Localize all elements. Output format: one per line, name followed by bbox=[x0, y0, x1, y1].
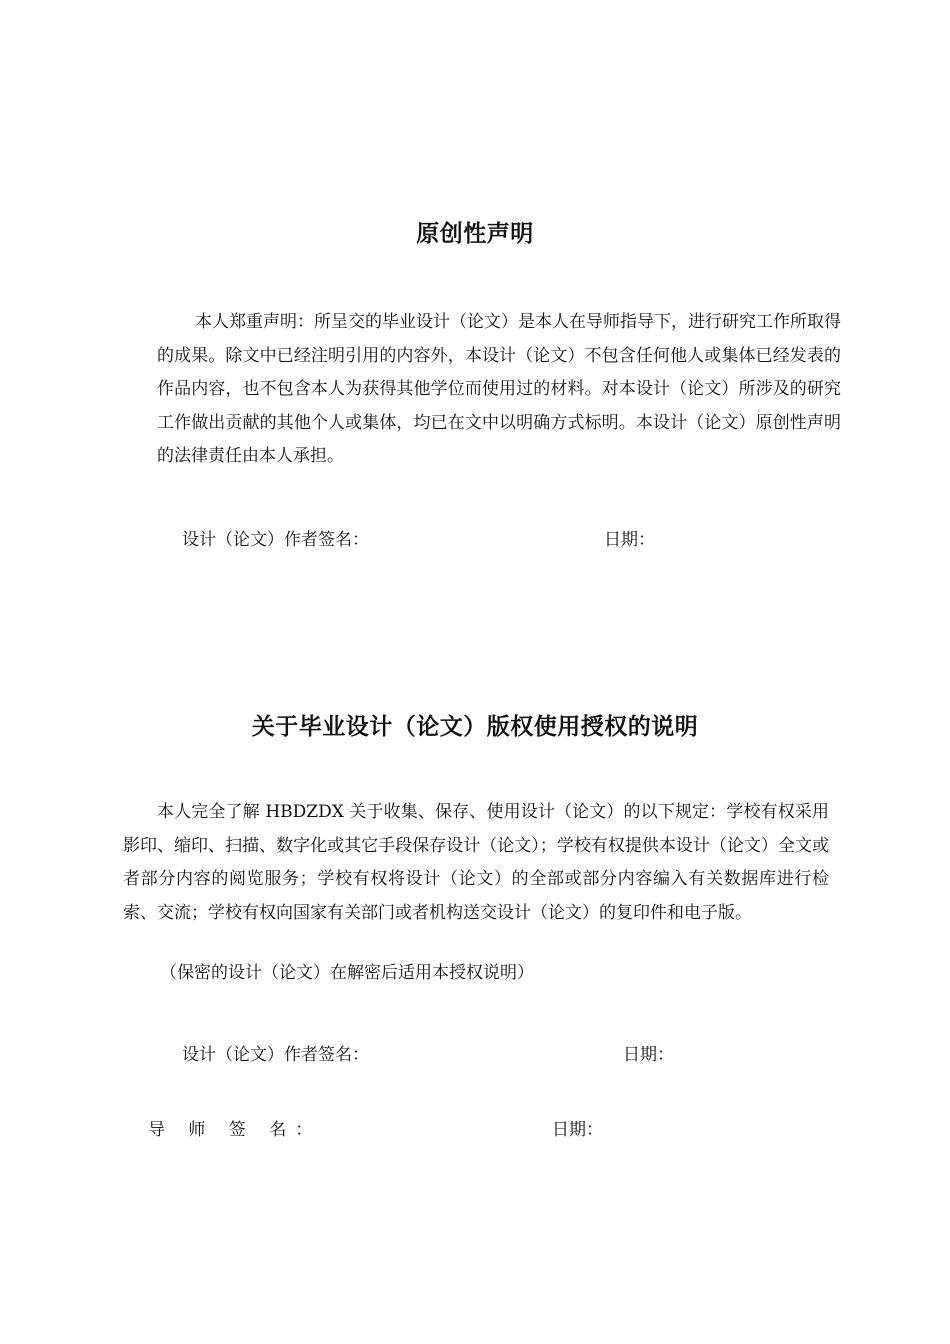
originality-date-label: 日期： bbox=[604, 530, 655, 550]
originality-author-signature-label: 设计（论文）作者签名： bbox=[182, 530, 369, 550]
originality-statement: 本人郑重声明：所呈交的毕业设计（论文）是本人在导师指导下，进行研究工作所取得的成果。除文中已经注明引用的内容外，本设计（论文）不包含任何他人或集体已经发表的作品内容，也不包含本人为获得其他学位而使用过的材料。对本设计（论文）所涉及的研究工作做出贡献的其他个人或集体，均已在文中以明确方式标明。本设计（论文）原创性声明的法律责任由本人承担。 bbox=[157, 312, 841, 466]
advisor-signature-label: 导 师 签 名： bbox=[148, 1120, 322, 1140]
copyright-author-signature-label: 设计（论文）作者签名： bbox=[182, 1045, 369, 1065]
copyright-statement: 本人完全了解 HBDZDX 关于收集、保存、使用设计（论文）的以下规定：学校有权采用影印、缩印、扫描、数字化或其它手段保存设计（论文）；学校有权提供本设计（论文）全文或者部分内容的阅览服务；学校有权将设计（论文）的全部或部分内容编入有关数据库进行检索、交流；学校有权向国家有关部门或者机构送交设计（论文）的复印件和电子版。 bbox=[123, 802, 829, 923]
copyright-title: 关于毕业设计（论文）版权使用授权的说明 bbox=[251, 714, 699, 740]
advisor-date-label: 日期： bbox=[552, 1120, 603, 1140]
originality-title: 原创性声明 bbox=[416, 221, 534, 247]
copyright-author-date-label: 日期： bbox=[623, 1045, 674, 1065]
copyright-note: （保密的设计（论文）在解密后适用本授权说明） bbox=[160, 963, 534, 983]
